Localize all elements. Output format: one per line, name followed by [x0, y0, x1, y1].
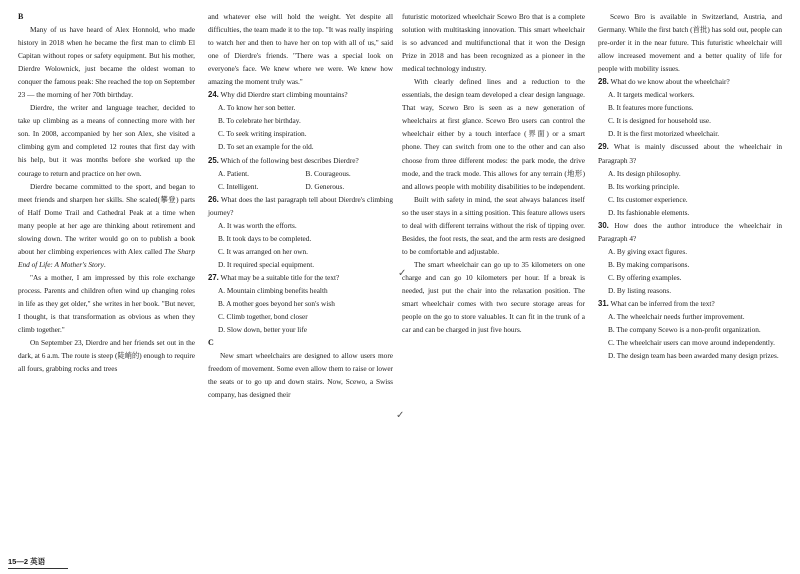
q25-options: [208, 167, 393, 193]
passage-c-paragraph-3: Built with safety in mind, the seat always balances itself so the user stays in a sitting position. This feature allows users to deal with different terrains without the risk of tipping over. Besides, the foot rests, the seat, and the arm rests are designed to be comfortable and adjustable.: [402, 194, 585, 256]
q26-option-c: C. It was arranged on her own.: [218, 246, 308, 256]
question-27: 27. What may be a suitable title for the text?: [208, 272, 340, 282]
column-2: [208, 10, 393, 401]
q24-option-a: A. To know her son better.: [218, 103, 296, 113]
page-number: 15—2 英语: [8, 557, 46, 566]
column-1: [18, 10, 195, 375]
column-4: [598, 10, 782, 362]
q24-option-c: C. To seek writing inspiration.: [218, 129, 307, 139]
column-3: [402, 10, 585, 336]
pencil-mark-icon: ✓: [398, 268, 407, 279]
q31-option-b: B. The company Scewo is a non-profit organization.: [608, 325, 761, 335]
q27-option-b: B. A mother goes beyond her son's wish: [218, 299, 335, 309]
q31-option-c: C. The wheelchair users can move around independently.: [608, 338, 775, 348]
passage-b-paragraph-3: Dierdre became committed to the sport, and began to meet friends and sharpen her skills. She scaled(攀登) parts of Half Dome Trail and Cathedral Peak at a time when many people at her age are thinking about retirement and slowing down. The writer would go on to publish a book about her climbing experiences with Alex called The Sharp End of Life: A Mother's Story.: [18, 181, 195, 269]
q31-option-a: A. The wheelchair needs further improvement.: [608, 312, 745, 322]
question-26: 26. What does the last paragraph tell about Dierdre's climbing journey?: [208, 194, 393, 217]
q28-option-b: B. It features more functions.: [608, 103, 694, 113]
passage-b-paragraph-4: "As a mother, I am impressed by this role exchange process. Parents and children often wind up changing roles in life as they get older," she writes in her book. "But never, I thought, is that transformation as obvious as when they climb together.": [18, 272, 195, 335]
q25-option-a: A. Patient.: [218, 168, 250, 178]
q26-option-b: B. It took days to be completed.: [218, 233, 312, 243]
passage-c-paragraph-1-cont: futuristic motorized wheelchair Scewo Bro that is a complete solution with multitasking innovation. This smart wheelchair is so advanced and multifunctional that it won the Design Prize in 2018 and has been recognized as a pioneer in the medical technology industry.: [402, 12, 585, 74]
passage-b-paragraph-6: and whatever else will hold the weight. Yet despite all difficulties, the team made it to the top. "It was really inspiring to watch her and then to have her on top with all of us," said one of Dierdre's friends. "There was a special look on everyone's face. We knew where we were. We knew how amazing the moment truly was.": [208, 12, 393, 87]
passage-b-paragraph-5: On September 23, Dierdre and her friends set out in the dark, at 6 a.m. The route is steep (陡峭的) enough to require all fours, grabbing rocks and trees: [18, 338, 195, 374]
q29-option-b: B. Its working principle.: [608, 181, 680, 191]
q26-option-a: A. It was worth the efforts.: [218, 220, 297, 230]
question-28: 28. What do we know about the wheelchair?: [598, 77, 730, 87]
q29-option-a: A. Its design philosophy.: [608, 168, 681, 178]
q26-option-d: D. It required special equipment.: [218, 259, 315, 269]
q25-option-d: D. Generous.: [305, 181, 345, 191]
pencil-mark-icon: ✓: [396, 410, 405, 421]
q30-option-c: C. By offering examples.: [608, 272, 682, 282]
question-25: 25. Which of the following best describes Dierdre?: [208, 155, 359, 165]
q28-option-d: D. It is the first motorized wheelchair.: [608, 129, 720, 139]
question-29: 29. What is mainly discussed about the wheelchair in Paragraph 3?: [598, 142, 782, 165]
passage-b-paragraph-2: Dierdre, the writer and language teacher, decided to take up climbing as a means of connecting more with her son. In 2008, accompanied by her son Alex, she visited a climbing gym and completed 12 routes that first day with his help, but it was months before she worked up the courage to return and practice on her own.: [18, 103, 195, 178]
q31-option-d: D. The design team has been awarded many design prizes.: [608, 351, 779, 361]
passage-c-paragraph-5: Scewo Bro is available in Switzerland, Austria, and Germany. While the first batch (首批) has sold out, people can pre-order it in the near future. This futuristic wheelchair will allow increased movement and a better quality of life for people with mobility issues.: [598, 12, 782, 74]
q25-option-b: B. Courageous.: [305, 168, 351, 178]
passage-c-paragraph-1: New smart wheelchairs are designed to allow users more freedom of movement. Some even allow them to raise or lower the seats or to go up and down stairs. Now, Scewo, a Swiss company, has designed their: [208, 351, 393, 400]
q29-option-d: D. Its fashionable elements.: [608, 207, 690, 217]
passage-c-paragraph-2: With clearly defined lines and a reduction to the essentials, the design team developed a clear design language. That way, Scewo Bro is seen as a new generation of wheelchairs at first glance. Scewo Bro users can control the wheelchair either by a touch interface (界面) or a smart phone. They can switch from one to the other and can also choose from three different modes: the park mode, the drive mode, and the track mode. This allows for any terrain (地形) and allows people with mobility disabilities to be independent.: [402, 77, 585, 191]
footer-divider: [8, 568, 68, 569]
q30-option-d: D. By listing reasons.: [608, 285, 672, 295]
q30-option-a: A. By giving exact figures.: [608, 246, 688, 256]
page-footer: [0, 556, 800, 570]
q28-option-a: A. It targets medical workers.: [608, 90, 695, 100]
book-title: The Sharp End of Life: A Mother's Story: [18, 246, 195, 269]
question-24: 24. Why did Dierdre start climbing mountains?: [208, 90, 348, 100]
q27-option-a: A. Mountain climbing benefits health: [218, 285, 328, 295]
section-c-heading: C: [208, 338, 214, 348]
passage-b-paragraph-1: Many of us have heard of Alex Honnold, who made history in 2018 when he became the first man to climb El Capitan without ropes or safety equipment. But his mother, Dierdre Wolownick, just became the oldest woman to conquer the famous peak: She reached the top on September 23 — the morning of her 70th birthday.: [18, 25, 195, 100]
section-b-heading: B: [18, 12, 24, 21]
q24-option-d: D. To set an example for the old.: [218, 142, 314, 152]
q29-option-c: C. Its customer experience.: [608, 194, 688, 204]
q25-option-c: C. Intelligent.: [218, 181, 259, 191]
passage-c-paragraph-4: The smart wheelchair can go up to 35 kilometers on one charge and can go 10 kilometers per hour. If a break is needed, just put the chair into the relaxation position. The smart wheelchair comes with two secure storage areas for people on the go to store valuables. It can fit in the trunk of a car and can be charged in just five hours.: [402, 259, 585, 335]
q27-option-c: C. Climb together, bond closer: [218, 312, 308, 322]
question-30: 30. How does the author introduce the wheelchair in Paragraph 4?: [598, 220, 782, 243]
q30-option-b: B. By making comparisons.: [608, 259, 690, 269]
question-31: 31. What can be inferred from the text?: [598, 299, 715, 309]
q28-option-c: C. It is designed for household use.: [608, 116, 711, 126]
q27-option-d: D. Slow down, better your life: [218, 325, 307, 335]
q24-option-b: B. To celebrate her birthday.: [218, 116, 301, 126]
